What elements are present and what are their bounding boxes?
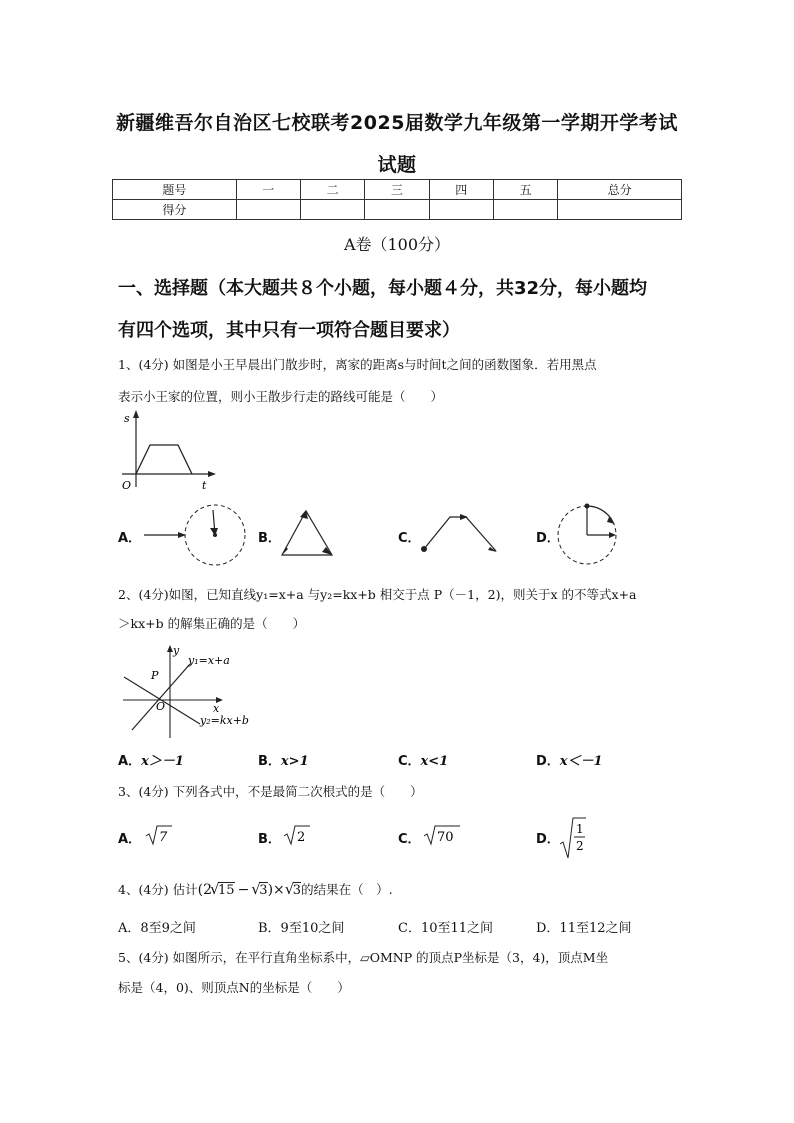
- origin-label: O: [156, 700, 166, 713]
- option-label: A．: [118, 832, 142, 847]
- option-b[interactable]: [258, 750, 309, 769]
- y-axis-label: y: [173, 644, 180, 657]
- score-table-cell: 总分: [558, 180, 682, 200]
- radicand: 2: [297, 830, 306, 845]
- score-table-score-row: [113, 200, 682, 220]
- radicand: 7: [159, 830, 168, 845]
- option-b[interactable]: [258, 828, 281, 847]
- option-label: B．: [258, 531, 281, 546]
- question-5-text-line2: 标是（4，0)、则顶点N的坐标是（ ）: [118, 980, 350, 995]
- option-a[interactable]: [118, 750, 184, 769]
- radicand: 3: [259, 883, 268, 898]
- option-label: B．: [258, 754, 281, 769]
- score-input-cell: [558, 200, 682, 220]
- x-axis-label: x: [213, 702, 220, 715]
- score-table-cell: 题号: [113, 180, 237, 200]
- expr-part: )×: [267, 882, 285, 898]
- option-text: x<1: [420, 754, 449, 769]
- option-label: A．: [118, 754, 142, 769]
- score-table-cell: 三: [365, 180, 429, 200]
- graph-curve: [136, 445, 192, 474]
- option-c-figure: [418, 505, 504, 557]
- score-table-cell: 五: [493, 180, 557, 200]
- option-d[interactable]: [536, 750, 603, 769]
- y-axis-arrow: [133, 410, 139, 418]
- score-table-cell: 一: [236, 180, 300, 200]
- section-title: A卷（100分）: [343, 235, 451, 254]
- question-4-suffix: 的结果在（ ）.: [301, 882, 393, 897]
- minus-sign: −: [237, 882, 250, 898]
- option-b-figure: [276, 505, 340, 561]
- option-label: C．: [398, 832, 421, 847]
- sqrt-3: √ 3: [251, 880, 268, 898]
- sqrt-7: [144, 822, 174, 848]
- sqrt-15: √ 15: [210, 880, 235, 898]
- option-label: C．: [398, 531, 421, 546]
- option-b[interactable]: B．9至10之间: [258, 921, 345, 936]
- question-2-text: 2、(4分)如图，已知直线y₁=x+a 与y₂=kx+b 相交于点 P（－1，2)，则关于x 的不等式x+a: [118, 587, 637, 602]
- score-input-cell: [365, 200, 429, 220]
- question-2-text-line2: ＞kx+b 的解集正确的是（ ）: [118, 616, 306, 631]
- option-label: C．: [398, 754, 421, 769]
- question-5-text: 5、(4分) 如图所示，在平行直角坐标系中，▱OMNP 的顶点P坐标是（3，4)，顶点M坐: [118, 950, 609, 965]
- sqrt-3: √ 3: [284, 880, 302, 898]
- score-input-cell: [493, 200, 557, 220]
- option-label: D．: [536, 832, 560, 847]
- q2-lines-graph: [118, 642, 258, 740]
- point-p-label: P: [151, 669, 159, 682]
- option-label: B．: [258, 832, 281, 847]
- question-4-prefix: 4、(4分) 估计: [118, 882, 198, 897]
- part-heading: 一、选择题（本大题共８个小题，每小题４分，共32分，每小题均: [118, 278, 648, 299]
- option-a-figure: [140, 500, 250, 570]
- option-c[interactable]: [398, 750, 448, 769]
- sqrt-70: [422, 822, 462, 848]
- score-input-cell: [429, 200, 493, 220]
- option-text: x＞－1: [141, 754, 184, 769]
- score-table-cell: 得分: [113, 200, 237, 220]
- sqrt-2: [282, 822, 312, 848]
- option-label: D．: [536, 531, 560, 546]
- option-a[interactable]: [118, 527, 141, 546]
- question-1-text-line2: 表示小王家的位置，则小王散步行走的路线可能是（ ）: [118, 389, 444, 404]
- origin-label: O: [122, 479, 132, 492]
- score-input-cell: [300, 200, 364, 220]
- option-label: D．: [536, 754, 560, 769]
- option-d-figure: [555, 500, 623, 570]
- option-a[interactable]: [118, 828, 141, 847]
- score-input-cell: [236, 200, 300, 220]
- radicand: 3: [292, 883, 302, 898]
- line-y1-label: y₁=x+a: [188, 654, 230, 667]
- score-table-cell: 二: [300, 180, 364, 200]
- option-text: x＜－1: [559, 754, 603, 769]
- score-table-header-row: [113, 180, 682, 200]
- page-title: 新疆维吾尔自治区七校联考2025届数学九年级第一学期开学考试: [116, 112, 678, 134]
- score-table-cell: 四: [429, 180, 493, 200]
- option-label: A．: [118, 531, 142, 546]
- option-a[interactable]: A．8至9之间: [118, 921, 196, 936]
- numerator: 1: [576, 822, 584, 836]
- line-y1: [132, 664, 190, 730]
- option-d[interactable]: [536, 828, 560, 847]
- page-title-line2: 试题: [377, 154, 417, 176]
- denominator: 2: [576, 839, 584, 853]
- question-1-text: 1、(4分) 如图是小王早晨出门散步时，离家的距离s与时间t之间的函数图象．若用黑点: [118, 357, 597, 372]
- x-axis-arrow: [208, 471, 216, 477]
- score-table: [112, 179, 682, 220]
- t-axis-label: t: [202, 479, 207, 492]
- option-text: x>1: [280, 754, 309, 769]
- expr-part: (2: [197, 882, 213, 898]
- radicand: 15: [218, 883, 235, 898]
- option-c[interactable]: C．10至11之间: [398, 921, 494, 936]
- line-y2-label: y₂=kx+b: [200, 714, 249, 727]
- option-c[interactable]: [398, 828, 421, 847]
- option-d[interactable]: D．11至12之间: [536, 921, 632, 936]
- sqrt-one-half: [558, 814, 588, 860]
- question-4-text: [118, 880, 393, 898]
- question-3-text: 3、(4分) 下列各式中，不是最简二次根式的是（ ）: [118, 784, 423, 799]
- part-heading-line2: 有四个选项，其中只有一项符合题目要求）: [118, 320, 460, 341]
- s-axis-label: s: [124, 412, 130, 425]
- radicand: 70: [437, 830, 454, 845]
- q1-distance-time-graph: [118, 408, 218, 493]
